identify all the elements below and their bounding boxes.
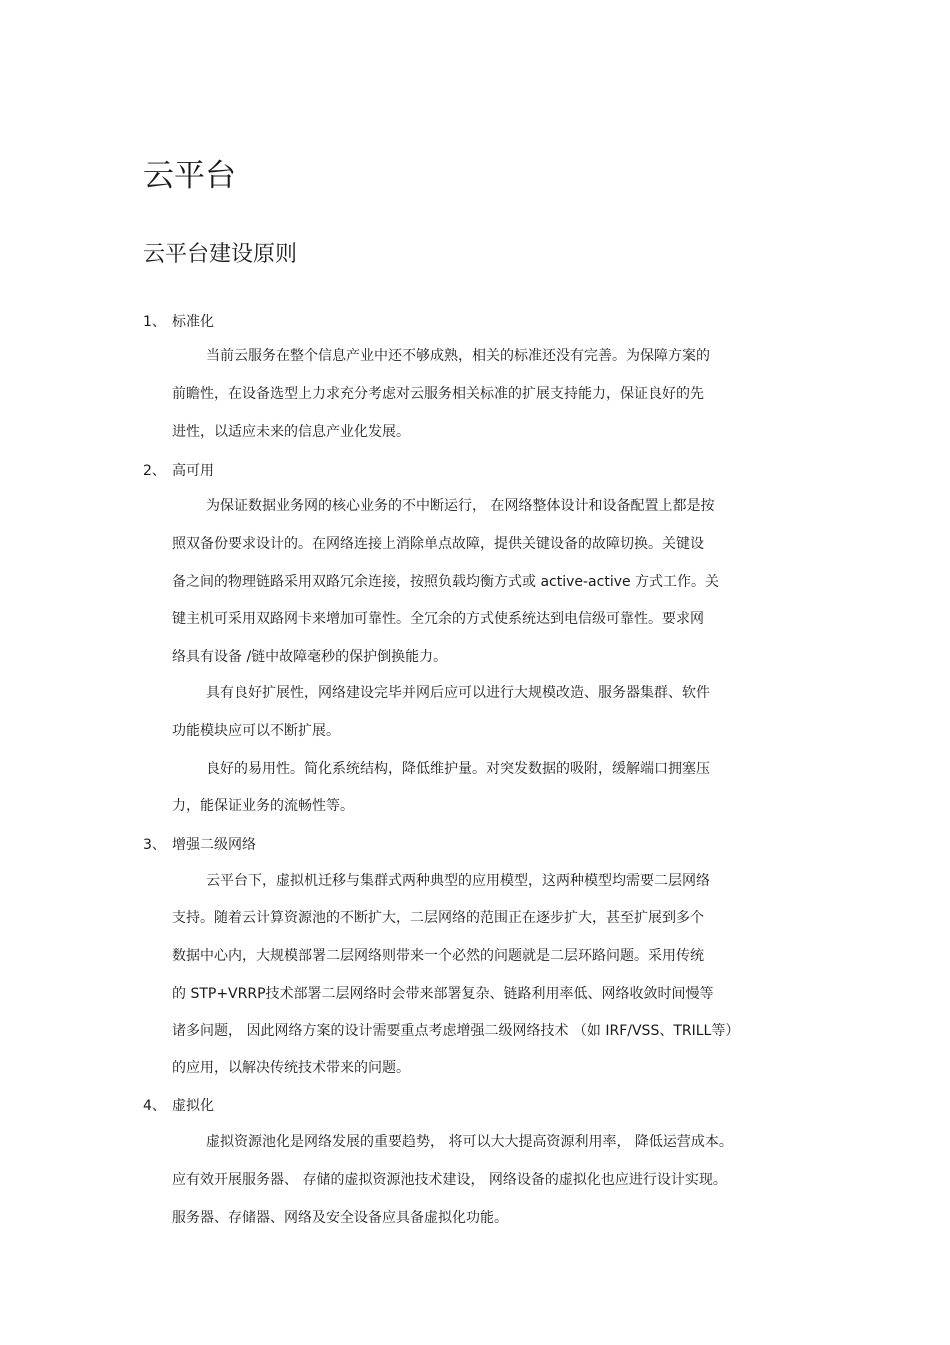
item-heading-text: 标准化 (172, 314, 214, 330)
item-heading-2 (143, 461, 214, 481)
item-number: 2、 (143, 463, 166, 479)
page-title: 云平台 (143, 158, 236, 194)
item-heading-3 (143, 835, 256, 855)
paragraph-line: 的应用，以解决传统技术带来的问题。 (172, 1060, 410, 1076)
paragraph-line: 虚拟资源池化是网络发展的重要趋势， 将可以大大提高资源利用率， 降低运营成本。 (206, 1134, 733, 1150)
item-number: 4、 (143, 1098, 166, 1114)
paragraph-line: 支持。随着云计算资源池的不断扩大，二层网络的范围正在逐步扩大，甚至扩展到多个 (172, 910, 704, 926)
paragraph-line: 为保证数据业务网的核心业务的不中断运行， 在网络整体设计和设备配置上都是按 (206, 498, 715, 514)
item-heading-1 (143, 312, 214, 332)
paragraph-line: 服务器、存储器、网络及安全设备应具备虚拟化功能。 (172, 1210, 508, 1226)
paragraph-line: 照双备份要求设计的。在网络连接上消除单点故障，提供关键设备的故障切换。关键设 (172, 536, 704, 552)
paragraph-line: 进性，以适应未来的信息产业化发展。 (172, 424, 410, 440)
paragraph-line: 前瞻性，在设备选型上力求充分考虑对云服务相关标准的扩展支持能力，保证良好的先 (172, 386, 704, 402)
item-heading-text: 高可用 (172, 463, 214, 479)
item-heading-text: 增强二级网络 (172, 837, 256, 853)
paragraph-line: 云平台下，虚拟机迁移与集群式两种典型的应用模型，这两种模型均需要二层网络 (206, 873, 710, 889)
paragraph-line: 力，能保证业务的流畅性等。 (172, 798, 354, 814)
item-heading-4 (143, 1096, 214, 1116)
paragraph-line: 数据中心内，大规模部署二层网络则带来一个必然的问题就是二层环路问题。采用传统 (172, 948, 704, 964)
item-number: 3、 (143, 837, 166, 853)
paragraph-line: 应有效开展服务器、 存储的虚拟资源池技术建设， 网络设备的虚拟化也应进行设计实现。 (172, 1172, 727, 1188)
paragraph-line: 的 STP+VRRP技术部署二层网络时会带来部署复杂、链路利用率低、网络收敛时间慢等 (172, 986, 714, 1002)
paragraph-line: 诸多问题， 因此网络方案的设计需要重点考虑增强二级网络技术 （如 IRF/VSS、TRILL等） (172, 1023, 740, 1039)
item-heading-text: 虚拟化 (172, 1098, 214, 1114)
paragraph-line: 具有良好扩展性，网络建设完毕并网后应可以进行大规模改造、服务器集群、软件 (206, 685, 710, 701)
paragraph-line: 络具有设备 /链中故障毫秒的保护倒换能力。 (172, 649, 448, 665)
paragraph-line: 良好的易用性。简化系统结构，降低维护量。对突发数据的吸附，缓解端口拥塞压 (206, 761, 710, 777)
paragraph-line: 键主机可采用双路网卡来增加可靠性。全冗余的方式使系统达到电信级可靠性。要求网 (172, 611, 704, 627)
paragraph-line: 功能模块应可以不断扩展。 (172, 723, 340, 739)
paragraph-line: 当前云服务在整个信息产业中还不够成熟，相关的标准还没有完善。为保障方案的 (206, 348, 710, 364)
item-number: 1、 (143, 314, 166, 330)
section-title: 云平台建设原则 (143, 242, 298, 267)
paragraph-line: 备之间的物理链路采用双路冗余连接，按照负载均衡方式或 active-active 方式工作。关 (172, 574, 720, 590)
